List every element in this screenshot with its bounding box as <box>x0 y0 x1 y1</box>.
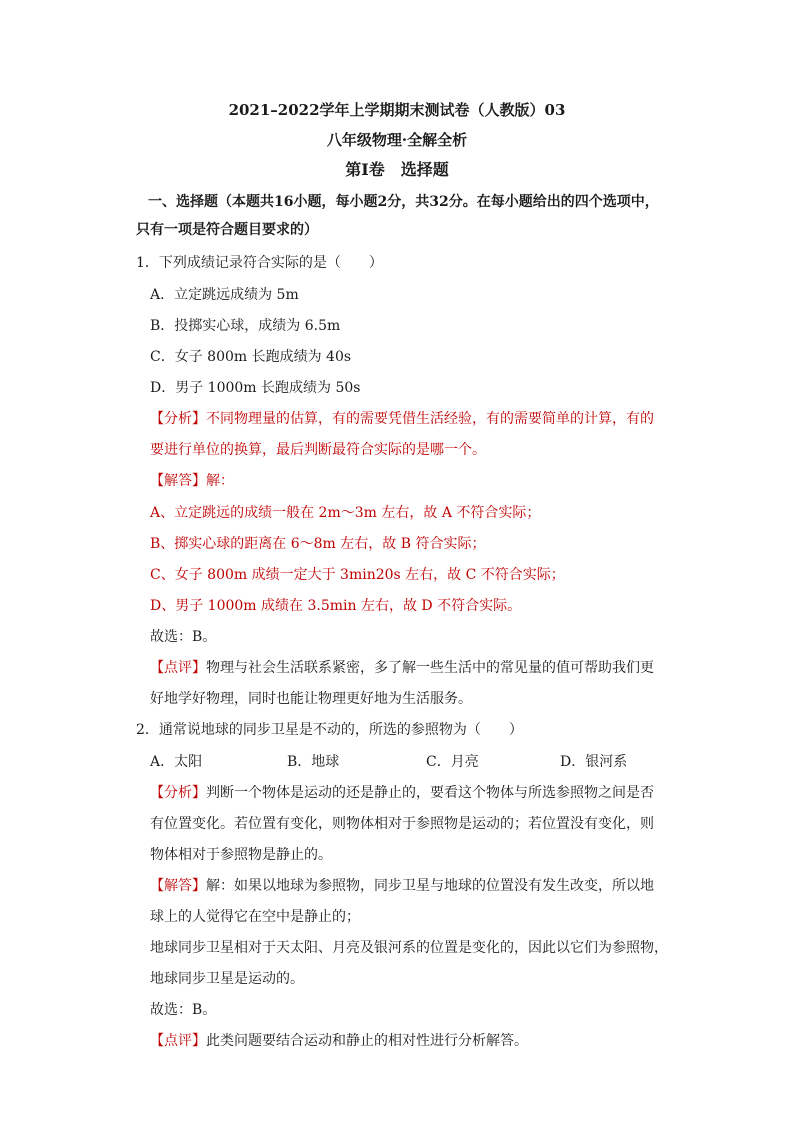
q1-choice: 故选：B。 <box>150 629 217 645</box>
exam-subtitle: 八年级物理·全解全析 <box>326 131 468 149</box>
q1-analysis <box>150 409 654 429</box>
q2-analysis-text-2: 有位置变化。若位置有变化，则物体相对于参照物是运动的；若位置没有变化，则 <box>150 816 654 832</box>
q1-analysis-text-1: 不同物理量的估算，有的需要凭借生活经验，有的需要简单的计算，有的 <box>206 411 654 427</box>
q1-option-d: D．男子 1000m 长跑成绩为 50s <box>150 380 361 396</box>
analysis-tag: 【分析】 <box>150 411 206 427</box>
q1-option-c: C．女子 800m 长跑成绩为 40s <box>150 349 352 365</box>
q1-comment <box>150 658 654 678</box>
q1-answer-line-d: D、男子 1000m 成绩在 3.5min 左右，故 D 不符合实际。 <box>150 598 522 614</box>
q1-option-a: A．立定跳远成绩为 5m <box>150 287 299 303</box>
q2-analysis-text-3: 物体相对于参照物是静止的。 <box>150 847 332 863</box>
comment-tag: 【点评】 <box>150 1033 206 1049</box>
q1-answer <box>150 471 234 491</box>
q1-answer-line-a: A、立定跳远的成绩一般在 2m～3m 左右，故 A 不符合实际； <box>150 505 541 521</box>
q2-analysis <box>150 783 654 803</box>
exam-title: 2021–2022学年上学期期末测试卷（人教版）03 <box>228 101 566 119</box>
q2-comment-text-1: 此类问题要结合运动和静止的相对性进行分析解答。 <box>206 1033 528 1049</box>
q2-option-a: A．太阳 <box>150 754 203 770</box>
q1-comment-text-2: 好地学好物理，同时也能让物理更好地为生活服务。 <box>150 691 472 707</box>
q2-option-c: C．月亮 <box>426 754 479 770</box>
q2-choice: 故选：B。 <box>150 1002 217 1018</box>
q2-analysis-text-1: 判断一个物体是运动的还是静止的，要看这个物体与所选参照物之间是否 <box>206 785 654 801</box>
q1-comment-text-1: 物理与社会生活联系紧密，多了解一些生活中的常见量的值可帮助我们更 <box>206 660 654 676</box>
question-1-stem: 1．下列成绩记录符合实际的是（ ） <box>136 255 383 271</box>
q1-answer-line-c: C、女子 800m 成绩一定大于 3min20s 左右，故 C 不符合实际； <box>150 567 565 583</box>
q1-answer-intro: 解： <box>206 473 234 489</box>
q2-answer <box>150 876 654 896</box>
instructions-line-1: 一、选择题（本题共16小题，每小题2分，共32分。在每小题给出的四个选项中， <box>148 194 659 210</box>
q2-answer-text-1: 解：如果以地球为参照物，同步卫星与地球的位置没有发生改变，所以地 <box>206 878 654 894</box>
q1-option-b: B．投掷实心球，成绩为 6.5m <box>150 318 341 334</box>
question-2-stem: 2．通常说地球的同步卫星是不动的，所选的参照物为（ ） <box>136 722 523 738</box>
comment-tag: 【点评】 <box>150 660 206 676</box>
q1-answer-line-b: B、掷实心球的距离在 6～8m 左右，故 B 符合实际； <box>150 536 486 552</box>
q2-answer-text-2: 球上的人觉得它在空中是静止的； <box>150 909 360 925</box>
analysis-tag: 【分析】 <box>150 785 206 801</box>
answer-tag: 【解答】 <box>150 878 206 894</box>
q1-analysis-text-2: 要进行单位的换算，最后判断最符合实际的是哪一个。 <box>150 442 486 458</box>
section-title: 第Ⅰ卷 选择题 <box>345 160 449 179</box>
q2-option-b: B．地球 <box>287 754 340 770</box>
q2-option-d: D．银河系 <box>560 754 628 770</box>
q2-answer-text-3: 地球同步卫星相对于天太阳、月亮及银河系的位置是变化的，因此以它们为参照物， <box>150 940 668 956</box>
answer-tag: 【解答】 <box>150 473 206 489</box>
q2-answer-text-4: 地球同步卫星是运动的。 <box>150 971 304 987</box>
instructions-line-2: 只有一项是符合题目要求的） <box>136 222 318 238</box>
q2-comment <box>150 1031 528 1051</box>
